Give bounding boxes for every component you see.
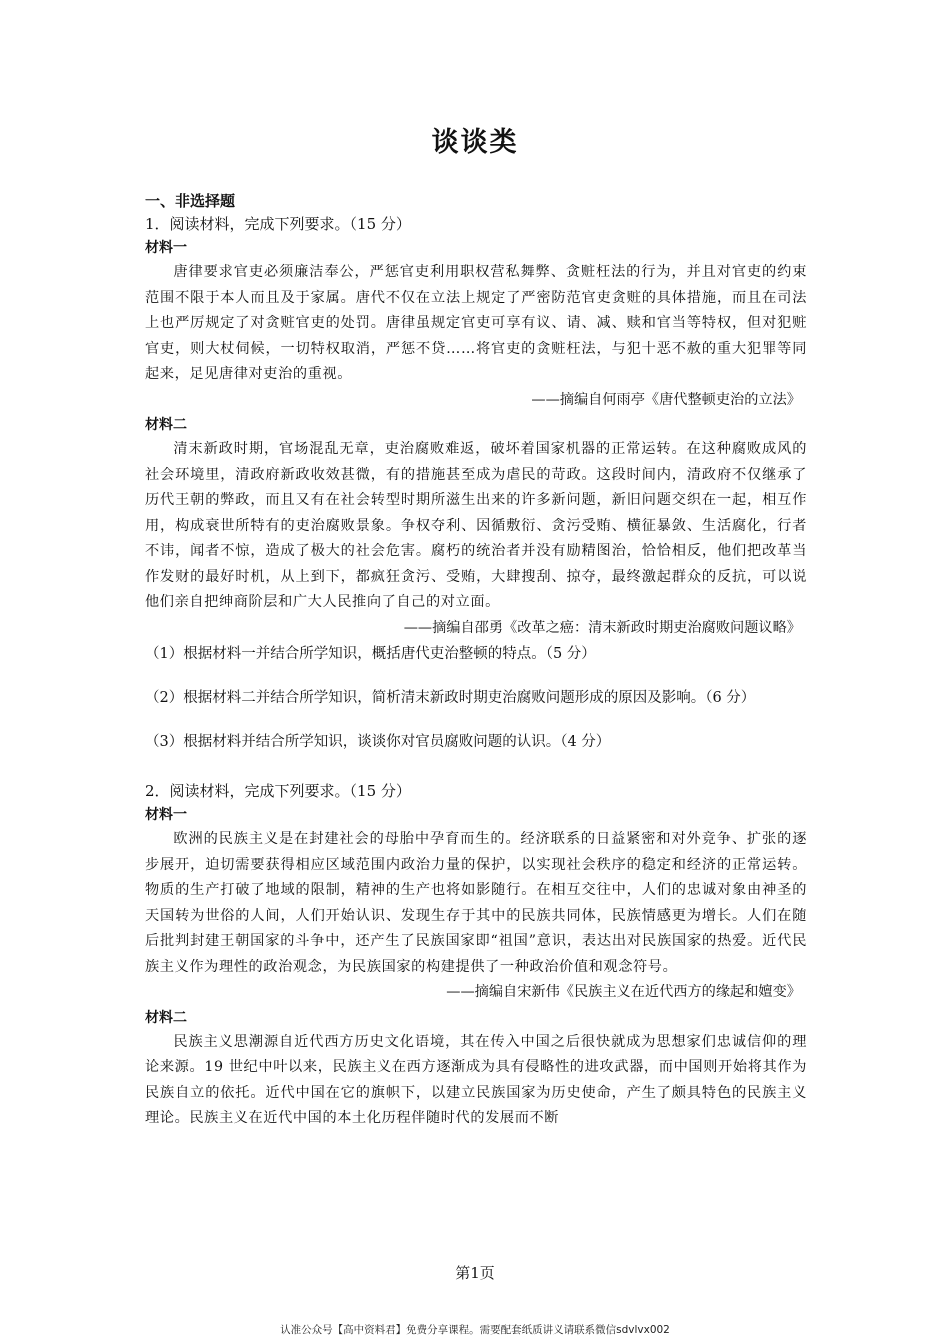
question-2-heading: 2．阅读材料，完成下列要求。（15 分） bbox=[145, 782, 411, 800]
question-1-heading: 1．阅读材料，完成下列要求。（15 分） bbox=[145, 215, 411, 233]
q1-subquestion-1: （1）根据材料一并结合所学知识，概括唐代吏治整顿的特点。（5 分） bbox=[145, 646, 596, 662]
page-number: 第1页 bbox=[455, 1264, 495, 1282]
q1-material-1-label: 材料一 bbox=[145, 240, 187, 256]
footer-notice: 认准公众号【高中资料君】免费分享课程。需要配套纸质讲义请联系微信sdvlvx002 bbox=[280, 1324, 670, 1336]
q1-material-2-label: 材料二 bbox=[145, 417, 187, 433]
q1-material-2-text: 清末新政时期，官场混乱无章，吏治腐败难返，破坏着国家机器的正常运转。在这种腐败成风的社会环境里，清政府新政收效甚微，有的措施甚至成为虐民的苛政。这段时间内，清政府不仅继承了历代王朝的弊政，而且又有在社会转型时期所滋生出来的许多新问题，新旧问题交织在一起，相互作用，构成衰世所特有的吏治腐败景象。争权夺利、因循敷衍、贪污受贿、横征暴敛、生活腐化，行者不讳，闻者不惊，造成了极大的社会危害。腐朽的统治者并没有励精图治，恰恰相反，他们把改革当作发财的最好时机，从上到下，都疯狂贪污、受贿，大肆搜刮、掠夺，最终激起群众的反抗，可以说他们亲自把绅商阶层和广大人民推向了自己的对立面。 bbox=[145, 441, 807, 610]
page-title: 谈谈类 bbox=[431, 127, 519, 158]
q1-material-1-text: 唐律要求官吏必须廉洁奉公，严惩官吏利用职权营私舞弊、贪赃枉法的行为，并且对官吏的约束范围不限于本人而且及于家属。唐代不仅在立法上规定了严密防范官吏贪赃的具体措施，而且在司法上也严厉规定了对贪赃官吏的处罚。唐律虽规定官吏可享有议、请、减、赎和官当等特权，但对犯赃官吏，则大杖伺候，一切特权取消，严惩不贷……将官吏的贪赃枉法，与犯十恶不赦的重大犯罪等同起来，足见唐律对吏治的重视。 bbox=[145, 264, 807, 382]
q1-subquestion-3: （3）根据材料并结合所学知识，谈谈你对官员腐败问题的认识。（4 分） bbox=[145, 734, 611, 750]
q1-material-1-source: ——摘编自何雨亭《唐代整顿吏治的立法》 bbox=[531, 391, 801, 408]
q2-material-1-source: ——摘编自宋新伟《民族主义在近代西方的缘起和嬗变》 bbox=[446, 984, 801, 1000]
q2-material-2-label: 材料二 bbox=[145, 1009, 187, 1026]
q2-material-1-text: 欧洲的民族主义是在封建社会的母胎中孕育而生的。经济联系的日益紧密和对外竞争、扩张的逐步展开，迫切需要获得相应区域范围内政治力量的保护，以实现社会秩序的稳定和经济的正常运转。物质的生产打破了地域的限制，精神的生产也将如影随行。在相互交往中，人们的忠诚对象由神圣的天国转为世俗的人间，人们开始认识、发现生存于其中的民族共同体，民族情感更为增长。人们在随后批判封建王朝国家的斗争中，还产生了民族国家即“祖国”意识，表达出对民族国家的热爱。近代民族主义作为理性的政治观念，为民族国家的构建提供了一种政治价值和观念符号。 bbox=[145, 831, 807, 975]
q1-subquestion-2: （2）根据材料二并结合所学知识，简析清末新政时期吏治腐败问题形成的原因及影响。（6 分） bbox=[145, 690, 756, 706]
section-heading: 一、非选择题 bbox=[145, 192, 236, 210]
document-body bbox=[145, 190, 807, 1132]
q2-material-2-text: 民族主义思潮源自近代西方历史文化语境，其在传入中国之后很快就成为思想家们忠诚信仰的理论来源。19 世纪中叶以来，民族主义在西方逐渐成为具有侵略性的进攻武器，而中国则开始将其作为民族自立的依托。近代中国在它的旗帜下，以建立民族国家为历史使命，产生了颇具特色的民族主义理论。民族主义在近代中国的本土化历程伴随时代的发展而不断 bbox=[145, 1033, 807, 1126]
q2-material-1-label: 材料一 bbox=[145, 807, 187, 823]
q1-material-2-source: ——摘编自邵勇《改革之癌：清末新政时期吏治腐败问题议略》 bbox=[403, 619, 801, 636]
